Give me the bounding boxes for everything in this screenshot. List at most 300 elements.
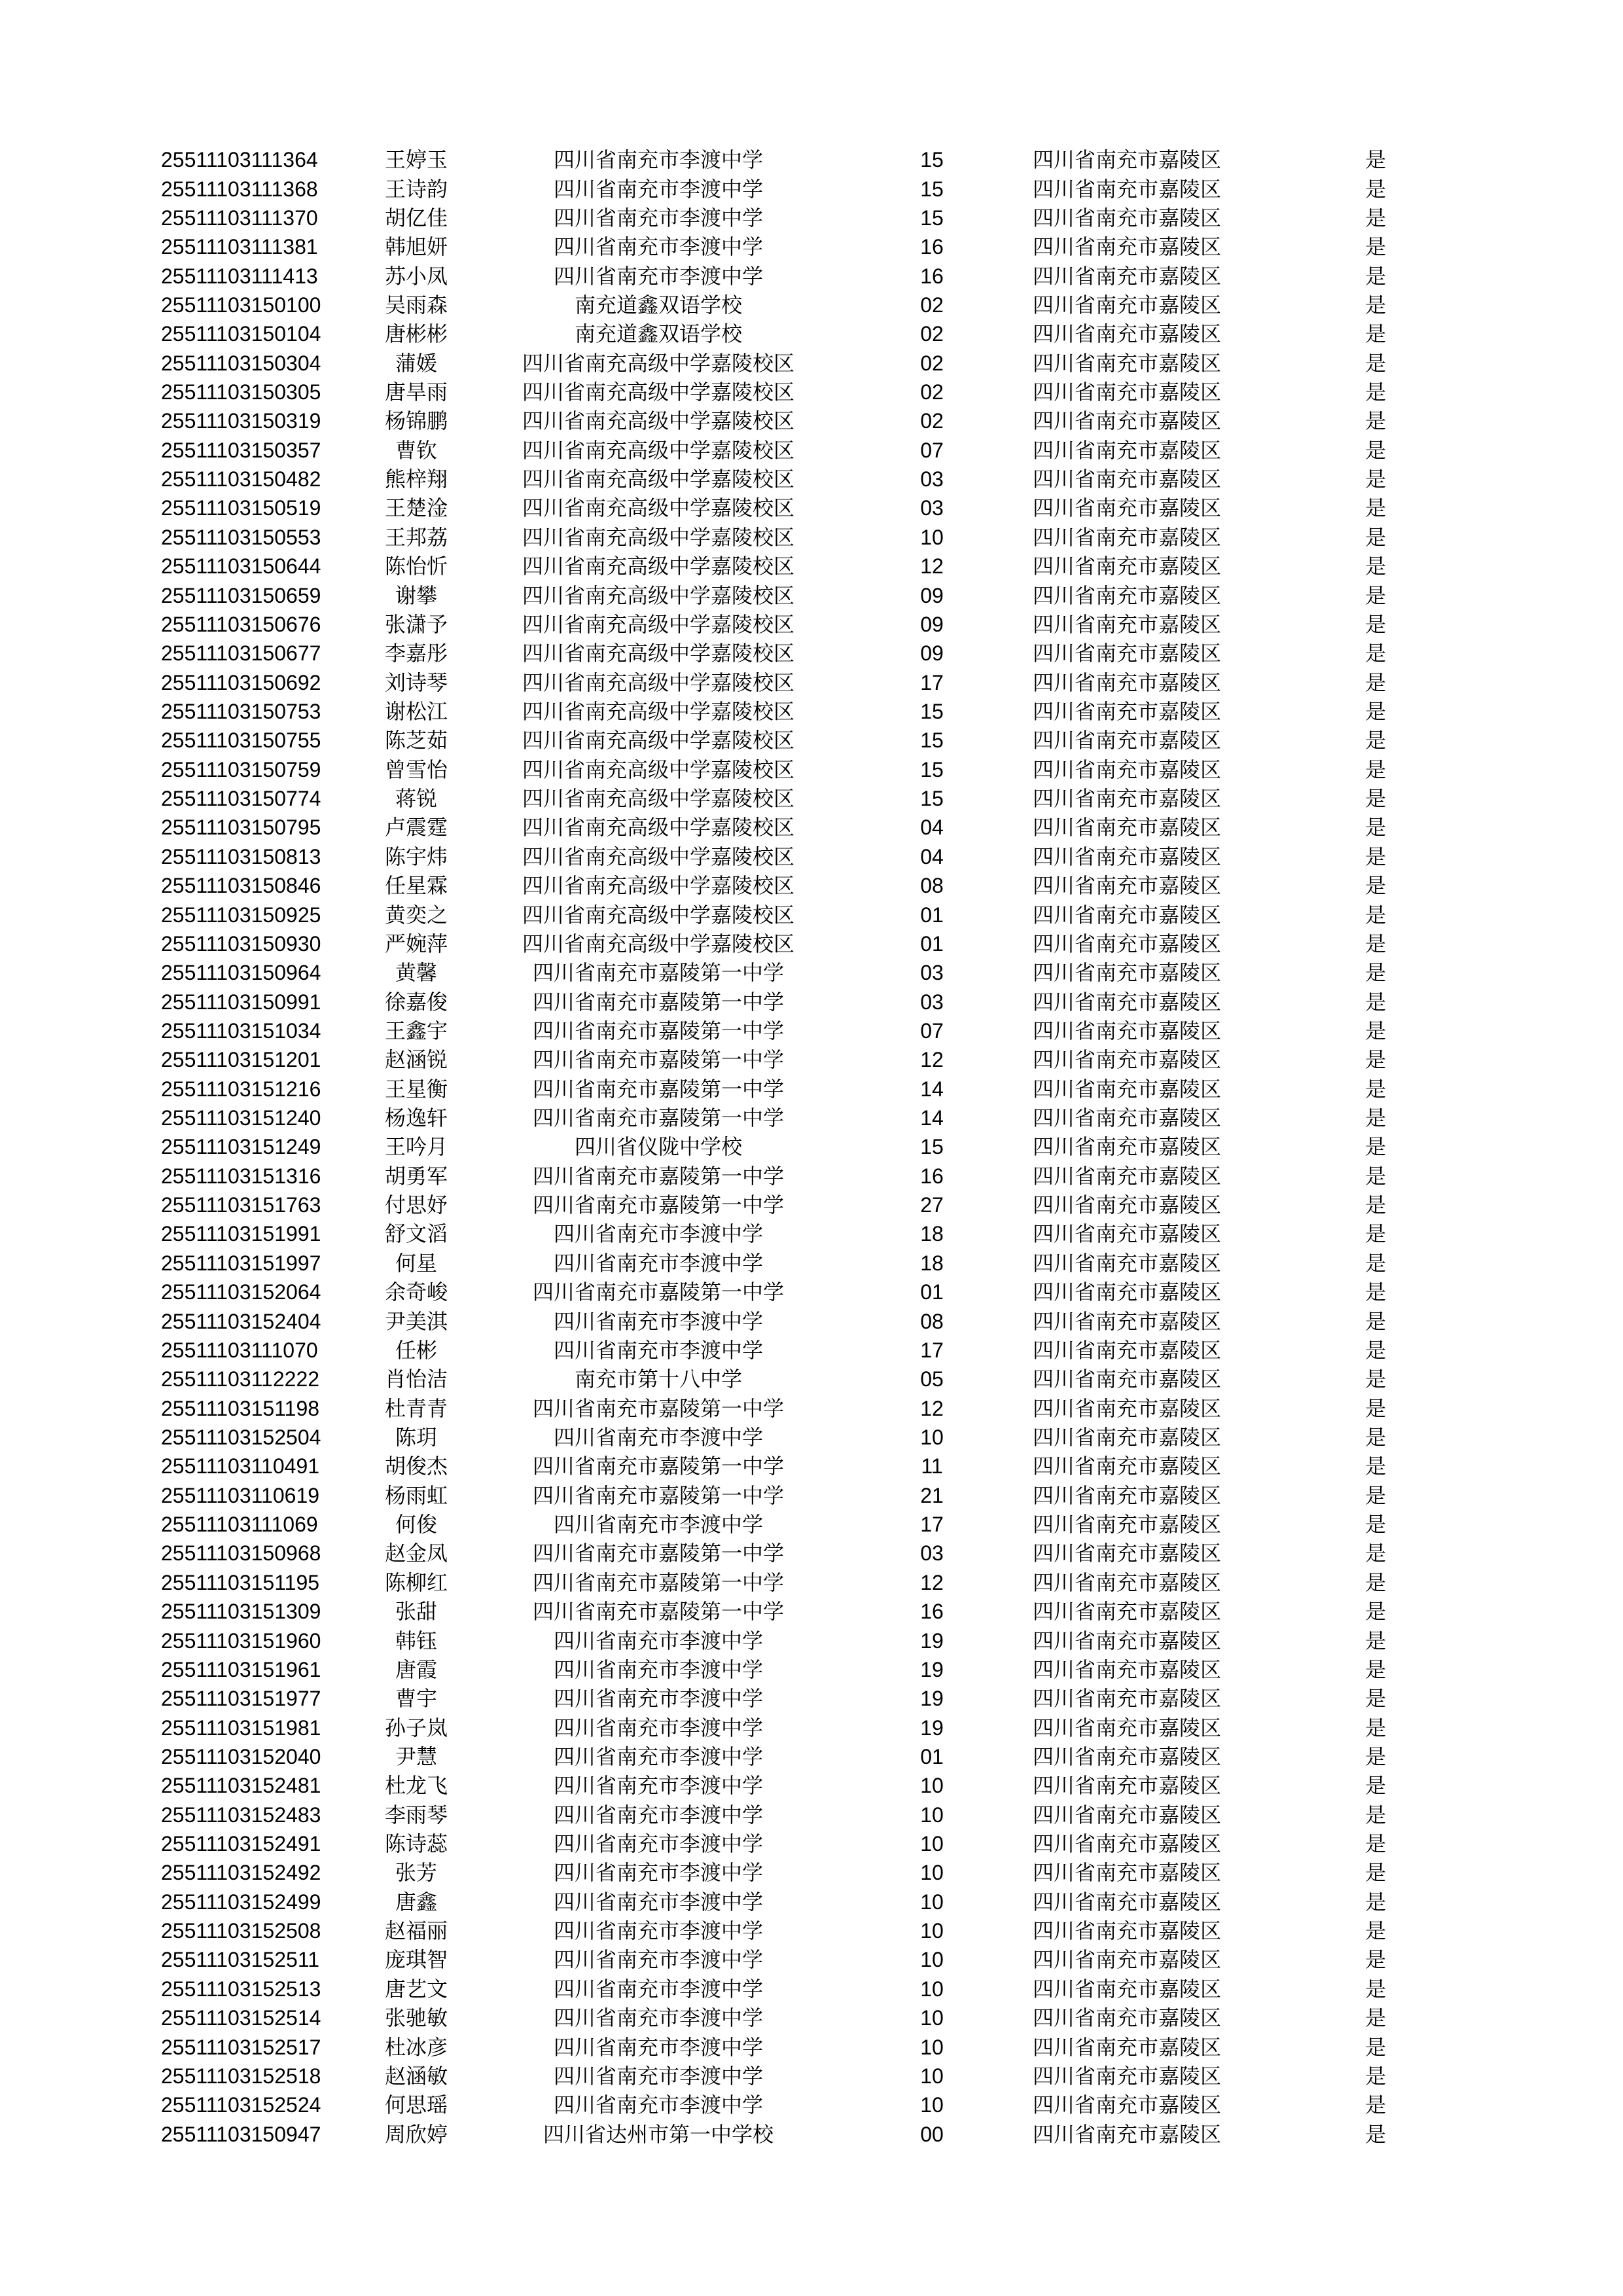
table-row — [161, 726, 1454, 755]
district-cell: 四川省南充市嘉陵区 — [1033, 524, 1222, 550]
district-cell: 四川省南充市嘉陵区 — [1033, 554, 1222, 579]
district-cell: 四川省南充市嘉陵区 — [1033, 1947, 1222, 1973]
table-row — [161, 1132, 1454, 1161]
student-id-cell: 25511103150692 — [161, 670, 321, 694]
school-cell: 四川省南充高级中学嘉陵校区 — [522, 641, 794, 666]
status-flag-cell: 是 — [1364, 554, 1386, 579]
status-flag-cell: 是 — [1364, 408, 1386, 434]
student-id-cell: 25511103150774 — [161, 787, 321, 811]
table-row — [161, 987, 1454, 1016]
student-name-cell: 肖怡洁 — [384, 1367, 448, 1392]
table-row — [161, 204, 1454, 232]
table-row — [161, 755, 1454, 784]
class-number-cell: 07 — [920, 1018, 944, 1043]
table-row — [161, 406, 1454, 435]
student-name-cell: 曾雪怡 — [384, 757, 448, 782]
student-name-cell: 陈宇炜 — [384, 844, 448, 869]
class-number-cell: 09 — [920, 612, 944, 636]
table-row — [161, 1103, 1454, 1132]
district-cell: 四川省南充市嘉陵区 — [1033, 1976, 1222, 2001]
student-name-cell: 陈怡忻 — [384, 554, 448, 579]
class-number-cell: 18 — [920, 1222, 944, 1246]
class-number-cell: 01 — [920, 1744, 944, 1768]
district-cell: 四川省南充市嘉陵区 — [1033, 205, 1222, 230]
district-cell: 四川省南充市嘉陵区 — [1033, 1860, 1222, 1886]
student-id-cell: 25511103151249 — [161, 1135, 321, 1159]
status-flag-cell: 是 — [1364, 931, 1386, 956]
student-id-cell: 25511103150813 — [161, 844, 321, 869]
class-number-cell: 10 — [920, 1890, 944, 1914]
class-number-cell: 01 — [920, 903, 944, 927]
class-number-cell: 17 — [920, 1338, 944, 1362]
class-number-cell: 15 — [920, 757, 944, 781]
table-row — [161, 1975, 1454, 2003]
class-number-cell: 12 — [920, 554, 944, 579]
student-name-cell: 唐彬彬 — [384, 321, 448, 347]
table-row — [161, 929, 1454, 958]
table-row — [161, 1597, 1454, 1626]
student-name-cell: 胡俊杰 — [384, 1454, 448, 1479]
class-number-cell: 15 — [920, 177, 944, 201]
school-cell: 四川省南充市李渡中学 — [553, 1715, 763, 1740]
class-number-cell: 12 — [920, 1570, 944, 1594]
student-id-cell: 25511103150357 — [161, 438, 321, 462]
district-cell: 四川省南充市嘉陵区 — [1033, 1802, 1222, 1827]
class-number-cell: 16 — [920, 1164, 944, 1188]
student-id-cell: 25511103152064 — [161, 1280, 321, 1304]
status-flag-cell: 是 — [1364, 176, 1386, 202]
student-name-cell: 徐嘉俊 — [384, 989, 448, 1014]
status-flag-cell: 是 — [1364, 380, 1386, 405]
student-id-cell: 25511103151960 — [161, 1628, 321, 1653]
district-cell: 四川省南充市嘉陵区 — [1033, 495, 1222, 521]
student-name-cell: 王诗韵 — [384, 176, 448, 202]
student-id-cell: 25511103111069 — [161, 1513, 318, 1537]
student-name-cell: 杨雨虹 — [384, 1482, 448, 1508]
school-cell: 四川省南充高级中学嘉陵校区 — [522, 757, 794, 782]
district-cell: 四川省南充市嘉陵区 — [1033, 380, 1222, 405]
student-name-cell: 熊梓翔 — [384, 467, 448, 492]
school-cell: 四川省南充高级中学嘉陵校区 — [522, 670, 794, 695]
status-flag-cell: 是 — [1364, 1454, 1386, 1479]
status-flag-cell: 是 — [1364, 1018, 1386, 1043]
student-id-cell: 25511103151316 — [161, 1164, 321, 1188]
school-cell: 四川省南充市嘉陵第一中学 — [532, 1280, 784, 1305]
school-cell: 四川省南充市嘉陵第一中学 — [532, 960, 784, 986]
student-id-cell: 25511103151997 — [161, 1251, 321, 1275]
table-row — [161, 1742, 1454, 1771]
school-cell: 四川省南充市李渡中学 — [553, 1686, 763, 1712]
status-flag-cell: 是 — [1364, 873, 1386, 899]
table-row — [161, 639, 1454, 668]
district-cell: 四川省南充市嘉陵区 — [1033, 815, 1222, 840]
student-name-cell: 王婷玉 — [384, 147, 448, 173]
district-cell: 四川省南充市嘉陵区 — [1033, 1163, 1222, 1189]
student-name-cell: 陈芝茹 — [384, 728, 448, 753]
student-name-cell: 唐鑫 — [395, 1889, 437, 1914]
student-id-cell: 25511103151034 — [161, 1018, 321, 1043]
district-cell: 四川省南充市嘉陵区 — [1033, 1076, 1222, 1102]
student-id-cell: 25511103151961 — [161, 1657, 321, 1681]
table-row — [161, 1075, 1454, 1103]
class-number-cell: 19 — [920, 1715, 944, 1740]
student-id-cell: 25511103150553 — [161, 525, 321, 549]
district-cell: 四川省南充市嘉陵区 — [1033, 1367, 1222, 1392]
class-number-cell: 02 — [920, 322, 944, 346]
table-row — [161, 1452, 1454, 1480]
district-cell: 四川省南充市嘉陵区 — [1033, 2063, 1222, 2089]
table-row — [161, 552, 1454, 581]
table-row — [161, 2003, 1454, 2032]
status-flag-cell: 是 — [1364, 1918, 1386, 1944]
class-number-cell: 19 — [920, 1628, 944, 1653]
school-cell: 四川省南充市李渡中学 — [553, 2063, 763, 2089]
student-name-cell: 曹钦 — [395, 437, 437, 463]
student-name-cell: 王星衡 — [384, 1076, 448, 1102]
school-cell: 四川省南充市嘉陵第一中学 — [532, 1193, 784, 1218]
student-name-cell: 谢松江 — [384, 699, 448, 724]
school-cell: 四川省南充高级中学嘉陵校区 — [522, 554, 794, 579]
student-name-cell: 韩钰 — [395, 1628, 437, 1653]
district-cell: 四川省南充市嘉陵区 — [1033, 2034, 1222, 2060]
student-name-cell: 何思瑶 — [384, 2092, 448, 2118]
district-cell: 四川省南充市嘉陵区 — [1033, 321, 1222, 347]
table-row — [161, 2090, 1454, 2119]
student-id-cell: 25511103152518 — [161, 2064, 321, 2088]
class-number-cell: 14 — [920, 1077, 944, 1101]
status-flag-cell: 是 — [1364, 1367, 1386, 1392]
table-row — [161, 871, 1454, 900]
student-name-cell: 张驰敏 — [384, 2005, 448, 2031]
status-flag-cell: 是 — [1364, 1715, 1386, 1740]
class-number-cell: 18 — [920, 1251, 944, 1275]
status-flag-cell: 是 — [1364, 1221, 1386, 1247]
status-flag-cell: 是 — [1364, 437, 1386, 463]
status-flag-cell: 是 — [1364, 2121, 1386, 2147]
school-cell: 南充道鑫双语学校 — [574, 292, 742, 317]
district-cell: 四川省南充市嘉陵区 — [1033, 2005, 1222, 2031]
student-id-cell: 25511103111070 — [161, 1338, 318, 1362]
status-flag-cell: 是 — [1364, 2092, 1386, 2118]
table-row — [161, 784, 1454, 813]
status-flag-cell: 是 — [1364, 1105, 1386, 1131]
school-cell: 四川省南充市李渡中学 — [553, 234, 763, 260]
school-cell: 四川省南充市嘉陵第一中学 — [532, 1454, 784, 1479]
class-number-cell: 10 — [920, 1861, 944, 1885]
class-number-cell: 10 — [920, 1832, 944, 1856]
table-row — [161, 1365, 1454, 1393]
class-number-cell: 04 — [920, 816, 944, 840]
district-cell: 四川省南充市嘉陵区 — [1033, 1221, 1222, 1247]
student-id-cell: 25511103150677 — [161, 641, 321, 666]
school-cell: 四川省南充市李渡中学 — [553, 1628, 763, 1653]
status-flag-cell: 是 — [1364, 960, 1386, 986]
student-name-cell: 刘诗琴 — [384, 670, 448, 695]
school-cell: 四川省南充市嘉陵第一中学 — [532, 1018, 784, 1043]
student-name-cell: 尹慧 — [395, 1744, 437, 1769]
district-cell: 四川省南充市嘉陵区 — [1033, 234, 1222, 260]
table-row — [161, 2119, 1454, 2148]
student-id-cell: 25511103150319 — [161, 409, 321, 433]
status-flag-cell: 是 — [1364, 1860, 1386, 1886]
district-cell: 四川省南充市嘉陵区 — [1033, 1773, 1222, 1799]
district-cell: 四川省南充市嘉陵区 — [1033, 1715, 1222, 1740]
status-flag-cell: 是 — [1364, 2005, 1386, 2031]
table-row — [161, 523, 1454, 552]
class-number-cell: 15 — [920, 148, 944, 172]
class-number-cell: 03 — [920, 961, 944, 985]
status-flag-cell: 是 — [1364, 1773, 1386, 1799]
table-row — [161, 1800, 1454, 1829]
table-row — [161, 610, 1454, 639]
table-row — [161, 581, 1454, 609]
student-id-cell: 25511103150100 — [161, 293, 321, 317]
school-cell: 四川省南充市李渡中学 — [553, 263, 763, 289]
student-id-cell: 25511103151216 — [161, 1077, 321, 1101]
school-cell: 四川省南充高级中学嘉陵校区 — [522, 873, 794, 899]
student-name-cell: 赵金凤 — [384, 1541, 448, 1566]
class-number-cell: 10 — [920, 1803, 944, 1827]
status-flag-cell: 是 — [1364, 1599, 1386, 1624]
table-row — [161, 668, 1454, 696]
class-number-cell: 10 — [920, 1774, 944, 1798]
table-row — [161, 1423, 1454, 1452]
district-cell: 四川省南充市嘉陵区 — [1033, 1889, 1222, 1914]
status-flag-cell: 是 — [1364, 1512, 1386, 1537]
school-cell: 四川省南充市李渡中学 — [553, 1918, 763, 1944]
district-cell: 四川省南充市嘉陵区 — [1033, 1744, 1222, 1769]
student-name-cell: 吴雨森 — [384, 292, 448, 317]
student-id-cell: 25511103151195 — [161, 1570, 320, 1594]
district-cell: 四川省南充市嘉陵区 — [1033, 1280, 1222, 1305]
student-id-cell: 25511103152481 — [161, 1774, 321, 1798]
student-id-cell: 25511103152499 — [161, 1890, 321, 1914]
table-row — [161, 1481, 1454, 1510]
class-number-cell: 01 — [920, 1280, 944, 1304]
school-cell: 四川省南充市李渡中学 — [553, 1337, 763, 1363]
student-name-cell: 周欣婷 — [384, 2121, 448, 2147]
school-cell: 四川省南充市李渡中学 — [553, 1802, 763, 1827]
class-number-cell: 03 — [920, 496, 944, 520]
school-cell: 南充道鑫双语学校 — [574, 321, 742, 347]
school-cell: 四川省南充高级中学嘉陵校区 — [522, 408, 794, 434]
class-number-cell: 05 — [920, 1367, 944, 1391]
district-cell: 四川省南充市嘉陵区 — [1033, 1512, 1222, 1537]
student-name-cell: 蒋锐 — [395, 786, 437, 812]
school-cell: 四川省达州市第一中学校 — [543, 2121, 774, 2147]
status-flag-cell: 是 — [1364, 495, 1386, 521]
district-cell: 四川省南充市嘉陵区 — [1033, 670, 1222, 695]
class-number-cell: 19 — [920, 1657, 944, 1681]
status-flag-cell: 是 — [1364, 234, 1386, 260]
status-flag-cell: 是 — [1364, 1947, 1386, 1973]
student-id-cell: 25511103110491 — [161, 1454, 320, 1479]
table-row — [161, 1655, 1454, 1684]
student-id-cell: 25511103150755 — [161, 728, 321, 753]
table-row — [161, 1306, 1454, 1335]
table-row — [161, 436, 1454, 465]
district-cell: 四川省南充市嘉陵区 — [1033, 1918, 1222, 1944]
class-number-cell: 08 — [920, 874, 944, 898]
class-number-cell: 00 — [920, 2122, 944, 2146]
student-name-cell: 张潇予 — [384, 611, 448, 637]
student-name-cell: 庞琪智 — [384, 1947, 448, 1973]
class-number-cell: 02 — [920, 380, 944, 404]
district-cell: 四川省南充市嘉陵区 — [1033, 1337, 1222, 1363]
class-number-cell: 10 — [920, 2093, 944, 2117]
district-cell: 四川省南充市嘉陵区 — [1033, 960, 1222, 986]
class-number-cell: 01 — [920, 931, 944, 956]
status-flag-cell: 是 — [1364, 292, 1386, 317]
table-row — [161, 1249, 1454, 1278]
student-name-cell: 杨逸轩 — [384, 1105, 448, 1131]
status-flag-cell: 是 — [1364, 1280, 1386, 1305]
table-row — [161, 2062, 1454, 2090]
district-cell: 四川省南充市嘉陵区 — [1033, 1831, 1222, 1857]
table-row — [161, 1191, 1454, 1219]
status-flag-cell: 是 — [1364, 1193, 1386, 1218]
status-flag-cell: 是 — [1364, 1047, 1386, 1073]
table-row — [161, 1278, 1454, 1306]
district-cell: 四川省南充市嘉陵区 — [1033, 292, 1222, 317]
table-row — [161, 261, 1454, 290]
school-cell: 四川省南充市李渡中学 — [553, 1947, 763, 1973]
student-id-cell: 25511103152517 — [161, 2035, 321, 2059]
student-id-cell: 25511103152508 — [161, 1919, 321, 1943]
student-id-cell: 25511103150753 — [161, 700, 321, 723]
table-row — [161, 1045, 1454, 1074]
district-cell: 四川省南充市嘉陵区 — [1033, 844, 1222, 869]
status-flag-cell: 是 — [1364, 815, 1386, 840]
student-id-cell: 25511103110619 — [161, 1483, 320, 1507]
school-cell: 四川省南充市李渡中学 — [553, 1773, 763, 1799]
status-flag-cell: 是 — [1364, 728, 1386, 753]
school-cell: 四川省南充市嘉陵第一中学 — [532, 989, 784, 1014]
class-number-cell: 03 — [920, 990, 944, 1014]
table-row — [161, 900, 1454, 929]
school-cell: 四川省南充市李渡中学 — [553, 147, 763, 173]
student-name-cell: 陈柳红 — [384, 1570, 448, 1595]
student-name-cell: 王吟月 — [384, 1134, 448, 1160]
student-id-cell: 25511103152511 — [161, 1948, 320, 1972]
student-name-cell: 赵福丽 — [384, 1918, 448, 1944]
class-number-cell: 02 — [920, 351, 944, 375]
student-id-cell: 25511103151763 — [161, 1193, 321, 1217]
class-number-cell: 17 — [920, 670, 944, 694]
status-flag-cell: 是 — [1364, 321, 1386, 347]
student-name-cell: 杜冰彦 — [384, 2034, 448, 2060]
status-flag-cell: 是 — [1364, 1076, 1386, 1102]
status-flag-cell: 是 — [1364, 1250, 1386, 1276]
student-id-cell: 25511103112222 — [161, 1367, 320, 1391]
school-cell: 四川省南充市李渡中学 — [553, 2005, 763, 2031]
school-cell: 四川省南充市李渡中学 — [553, 1657, 763, 1682]
class-number-cell: 15 — [920, 700, 944, 723]
class-number-cell: 10 — [920, 2064, 944, 2088]
student-name-cell: 胡亿佳 — [384, 205, 448, 230]
student-id-cell: 25511103150304 — [161, 351, 321, 375]
student-id-cell: 25511103152040 — [161, 1744, 321, 1768]
student-name-cell: 王邦荔 — [384, 524, 448, 550]
student-name-cell: 张甜 — [395, 1599, 437, 1624]
school-cell: 四川省南充市李渡中学 — [553, 1308, 763, 1334]
student-name-cell: 胡勇军 — [384, 1163, 448, 1189]
table-row — [161, 1539, 1454, 1568]
district-cell: 四川省南充市嘉陵区 — [1033, 1570, 1222, 1595]
student-id-cell: 25511103150925 — [161, 903, 321, 927]
status-flag-cell: 是 — [1364, 1134, 1386, 1160]
school-cell: 四川省南充市李渡中学 — [553, 1744, 763, 1769]
student-id-cell: 25511103152514 — [161, 2006, 321, 2030]
school-cell: 四川省南充市李渡中学 — [553, 1831, 763, 1857]
student-id-cell: 25511103111370 — [161, 206, 318, 230]
class-number-cell: 27 — [920, 1193, 944, 1217]
student-name-cell: 杜龙飞 — [384, 1773, 448, 1799]
table-row — [161, 1510, 1454, 1539]
school-cell: 四川省南充市李渡中学 — [553, 176, 763, 202]
student-name-cell: 何星 — [395, 1250, 437, 1276]
class-number-cell: 10 — [920, 1948, 944, 1972]
district-cell: 四川省南充市嘉陵区 — [1033, 1628, 1222, 1653]
student-id-cell: 25511103152492 — [161, 1861, 321, 1885]
table-row — [161, 697, 1454, 726]
district-cell: 四川省南充市嘉陵区 — [1033, 1599, 1222, 1624]
student-id-cell: 25511103152524 — [161, 2093, 321, 2117]
district-cell: 四川省南充市嘉陵区 — [1033, 1193, 1222, 1218]
status-flag-cell: 是 — [1364, 1657, 1386, 1682]
student-name-cell: 杜青青 — [384, 1395, 448, 1421]
student-id-cell: 25511103150947 — [161, 2122, 321, 2146]
status-flag-cell: 是 — [1364, 844, 1386, 869]
status-flag-cell: 是 — [1364, 699, 1386, 724]
school-cell: 四川省南充高级中学嘉陵校区 — [522, 931, 794, 956]
student-name-cell: 孙子岚 — [384, 1715, 448, 1740]
school-cell: 四川省南充高级中学嘉陵校区 — [522, 583, 794, 608]
district-cell: 四川省南充市嘉陵区 — [1033, 786, 1222, 812]
status-flag-cell: 是 — [1364, 2063, 1386, 2089]
status-flag-cell: 是 — [1364, 902, 1386, 927]
table-row — [161, 2032, 1454, 2061]
status-flag-cell: 是 — [1364, 205, 1386, 230]
student-name-cell: 陈诗蕊 — [384, 1831, 448, 1857]
school-cell: 四川省南充市李渡中学 — [553, 1976, 763, 2001]
status-flag-cell: 是 — [1364, 611, 1386, 637]
school-cell: 四川省南充高级中学嘉陵校区 — [522, 524, 794, 550]
status-flag-cell: 是 — [1364, 147, 1386, 173]
student-name-cell: 蒲媛 — [395, 350, 437, 376]
school-cell: 四川省南充高级中学嘉陵校区 — [522, 728, 794, 753]
student-name-cell: 任彬 — [395, 1337, 437, 1363]
table-row — [161, 1684, 1454, 1713]
district-cell: 四川省南充市嘉陵区 — [1033, 699, 1222, 724]
status-flag-cell: 是 — [1364, 467, 1386, 492]
district-cell: 四川省南充市嘉陵区 — [1033, 1657, 1222, 1682]
school-cell: 四川省南充高级中学嘉陵校区 — [522, 786, 794, 812]
status-flag-cell: 是 — [1364, 1889, 1386, 1914]
table-row — [161, 1162, 1454, 1191]
district-cell: 四川省南充市嘉陵区 — [1033, 1018, 1222, 1043]
district-cell: 四川省南充市嘉陵区 — [1033, 1424, 1222, 1450]
student-name-cell: 黄奕之 — [384, 902, 448, 927]
class-number-cell: 08 — [920, 1309, 944, 1333]
class-number-cell: 10 — [920, 2006, 944, 2030]
district-cell: 四川省南充市嘉陵区 — [1033, 437, 1222, 463]
table-row — [161, 1888, 1454, 1916]
status-flag-cell: 是 — [1364, 757, 1386, 782]
class-number-cell: 10 — [920, 1425, 944, 1449]
school-cell: 四川省南充高级中学嘉陵校区 — [522, 380, 794, 405]
status-flag-cell: 是 — [1364, 1570, 1386, 1595]
